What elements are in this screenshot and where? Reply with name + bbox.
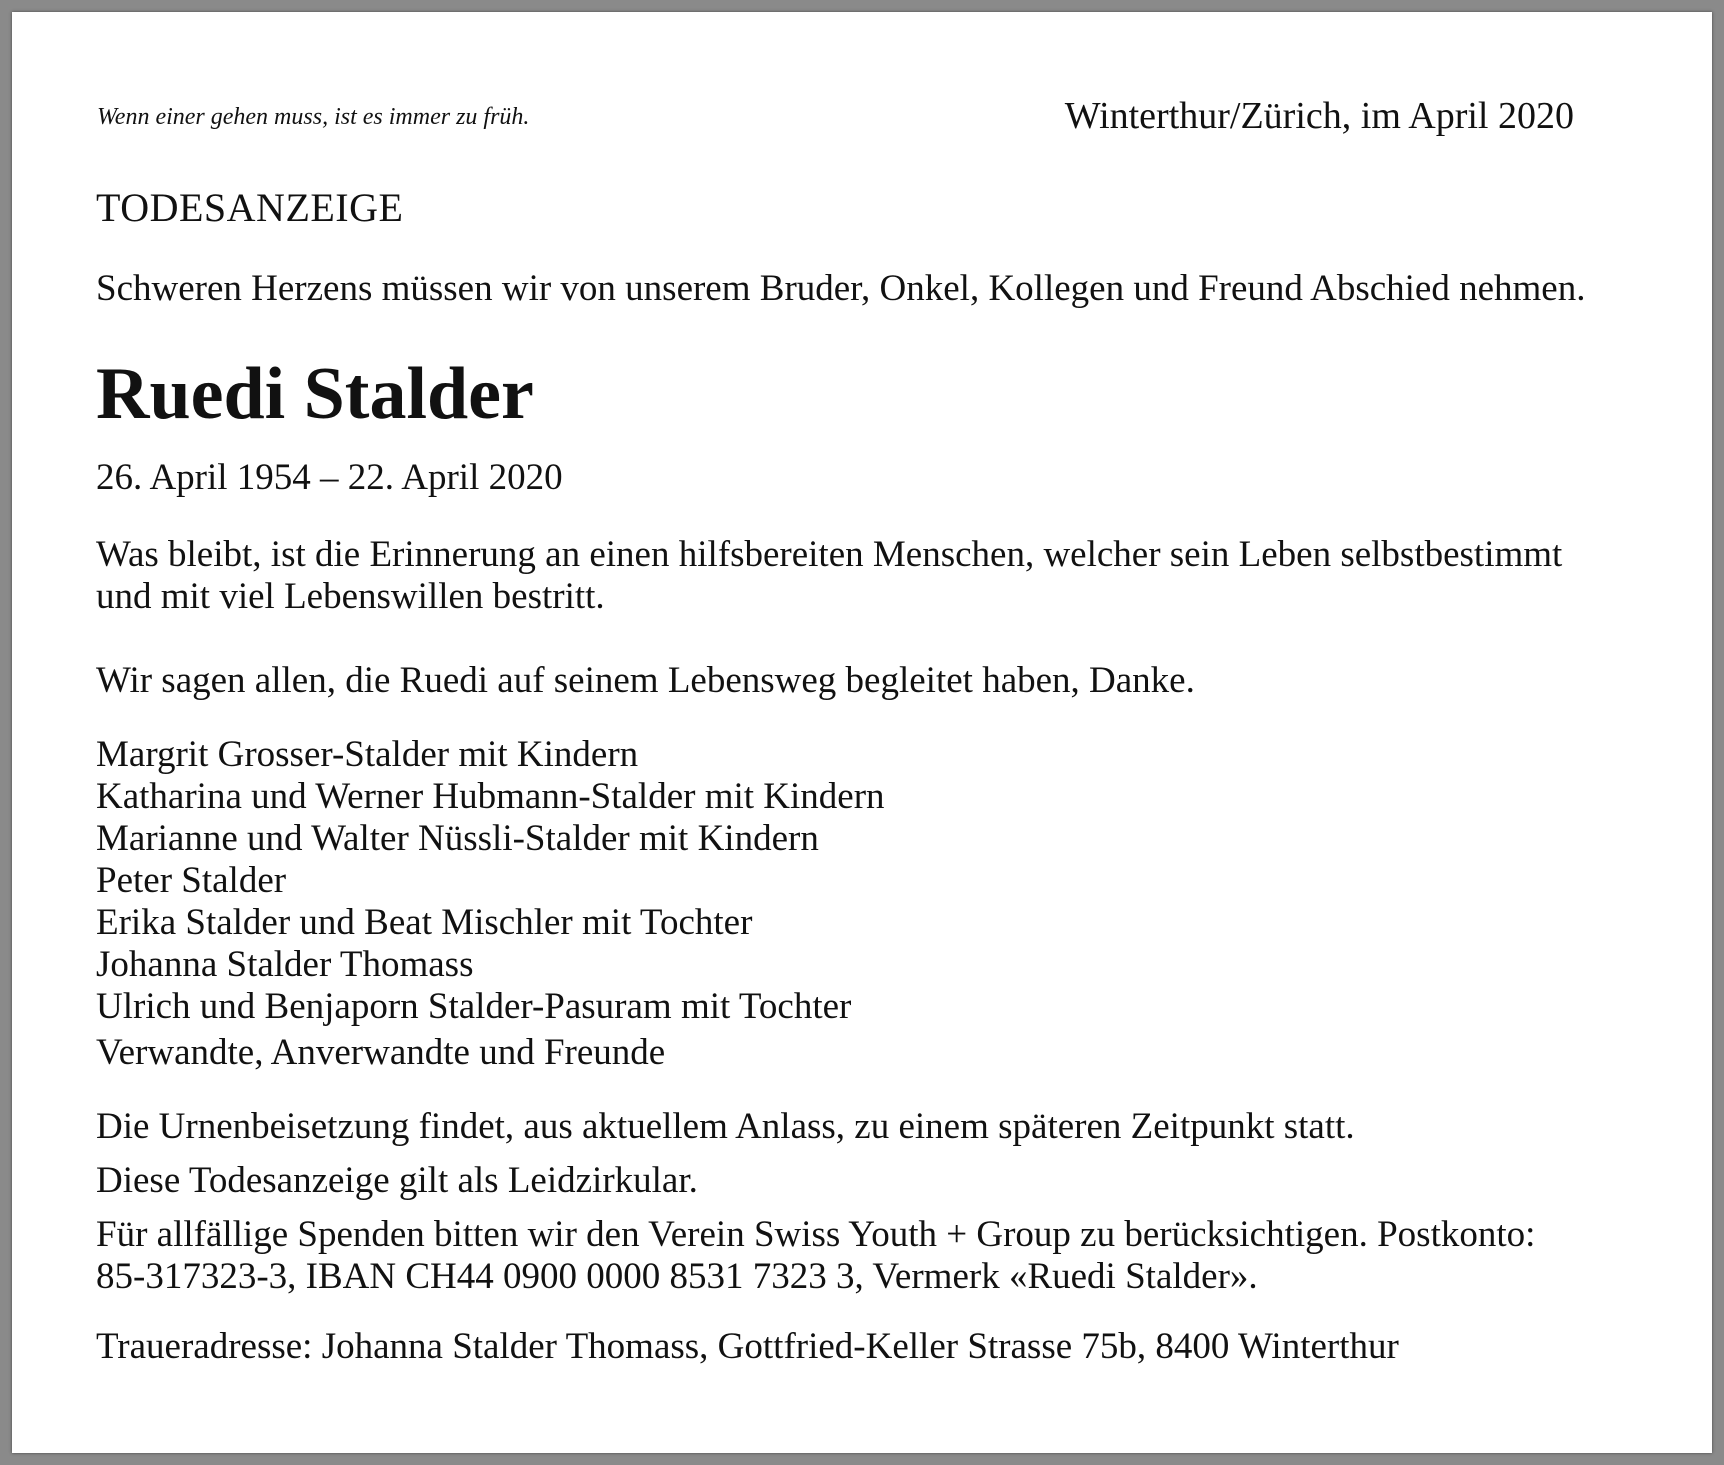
life-dates: 26. April 1954 – 22. April 2020	[96, 457, 563, 498]
mourner-entry: Peter Stalder	[96, 860, 287, 901]
mourner-entry: Marianne und Walter Nüssli-Stalder mit Kindern	[96, 818, 819, 859]
circular-line: Diese Todesanzeige gilt als Leidzirkular.	[96, 1160, 698, 1201]
donation-line: 85-317323-3, IBAN CH44 0900 0000 8531 7323 3, Vermerk «Ruedi Stalder».	[96, 1256, 1258, 1297]
relatives-text	[96, 1032, 1656, 1074]
mourner-entry: Johanna Stalder Thomass	[96, 944, 474, 985]
motto: Wenn einer gehen muss, ist es immer zu früh.	[97, 104, 530, 130]
notice-heading: TODESANZEIGE	[96, 185, 404, 230]
mourner-entry: Katharina und Werner Hubmann-Stalder mit Kindern	[96, 776, 885, 817]
remembrance-line: und mit viel Lebenswillen bestritt.	[96, 576, 605, 617]
mourning-address	[96, 1326, 1656, 1368]
mourners-list	[96, 734, 1656, 1028]
donation-info	[96, 1214, 1656, 1298]
place-date: Winterthur/Zürich, im April 2020	[1064, 95, 1574, 137]
circular-note	[96, 1160, 1656, 1202]
mourner-entry: Margrit Grosser-Stalder mit Kindern	[96, 734, 639, 775]
thanks-line: Wir sagen allen, die Ruedi auf seinem Lebensweg begleitet haben, Danke.	[96, 660, 1195, 701]
relatives-line: Verwandte, Anverwandte und Freunde	[96, 1032, 666, 1073]
donation-line: Für allfällige Spenden bitten wir den Verein Swiss Youth + Group zu berücksichtigen. Postkonto:	[96, 1214, 1536, 1255]
remembrance-line: Was bleibt, ist die Erinnerung an einen hilfsbereiten Menschen, welcher sein Leben selbstbestimmt	[96, 534, 1563, 575]
burial-line: Die Urnenbeisetzung findet, aus aktuellem Anlass, zu einem späteren Zeitpunkt statt.	[96, 1106, 1355, 1147]
deceased-name: Ruedi Stalder	[96, 353, 534, 435]
remembrance-text	[96, 534, 1656, 618]
thanks-text	[96, 660, 1656, 702]
intro-text: Schweren Herzens müssen wir von unserem Bruder, Onkel, Kollegen und Freund Abschied nehmen.	[96, 268, 1586, 309]
obituary-page	[12, 12, 1712, 1453]
mourner-entry: Erika Stalder und Beat Mischler mit Tochter	[96, 902, 753, 943]
address-line: Traueradresse: Johanna Stalder Thomass, Gottfried-Keller Strasse 75b, 8400 Winterthur	[96, 1326, 1399, 1367]
burial-info	[96, 1106, 1656, 1148]
mourner-entry: Ulrich und Benjaporn Stalder-Pasuram mit Tochter	[96, 986, 852, 1027]
